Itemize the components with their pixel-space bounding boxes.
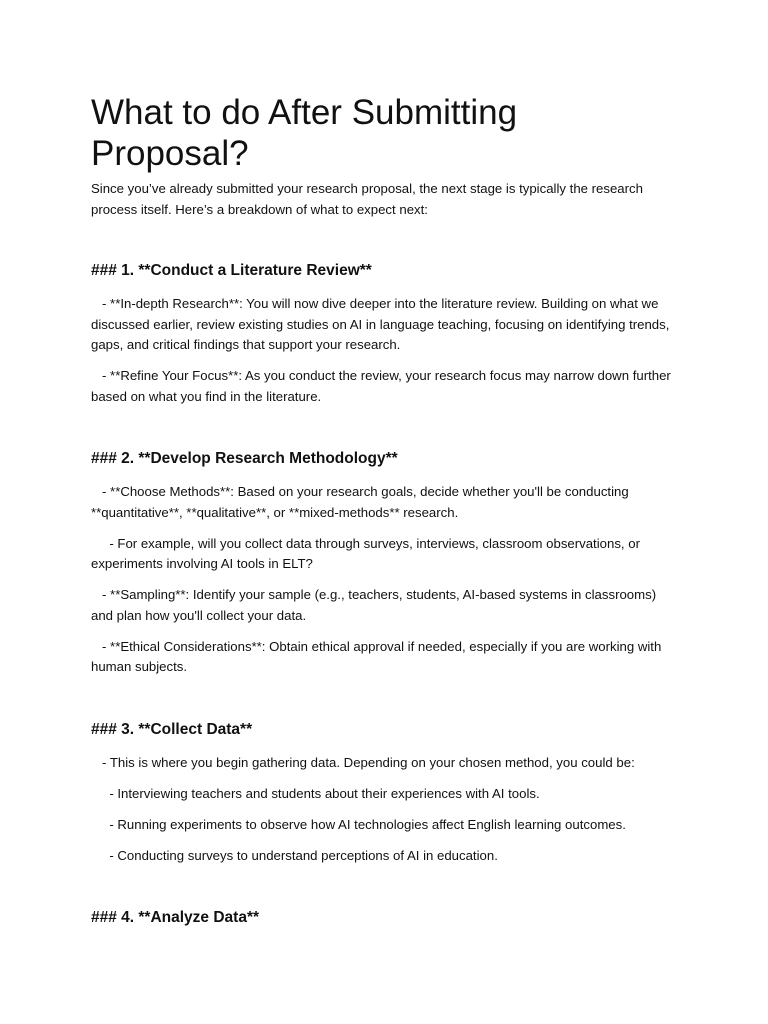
page-title: What to do After Submitting Proposal? (91, 93, 518, 173)
section-2-paragraph-4: - **Ethical Considerations**: Obtain ethical approval if needed, especially if you are working with human subjects. (91, 638, 665, 674)
section-heading-4: ### 4. **Analyze Data** (91, 909, 260, 926)
section-heading-1: ### 1. **Conduct a Literature Review** (91, 262, 372, 279)
section-2-paragraph-3: - **Sampling**: Identify your sample (e.g., teachers, students, AI-based systems in classrooms) and plan how you'll collect your data. (91, 587, 660, 623)
section-3-paragraph-4: - Conducting surveys to understand perceptions of AI in education. (91, 847, 498, 863)
section-heading-3: ### 3. **Collect Data** (91, 720, 253, 738)
section-2-paragraph-2: - For example, will you collect data through surveys, interviews, classroom observations, or experiments involving AI tools in ELT? (91, 535, 644, 571)
section-1-paragraph-1: - **In-depth Research**: You will now dive deeper into the literature review. Building on what we discussed earlier, review existing studies on AI in language teaching, focusing on identifying trends, gaps, and critical findings that support your research. (91, 296, 674, 352)
section-3-paragraph-3: - Running experiments to observe how AI technologies affect English learning outcomes. (91, 816, 626, 832)
document-page (91, 92, 681, 928)
section-heading-2: ### 2. **Develop Research Methodology** (91, 450, 398, 467)
section-1-paragraph-2: - **Refine Your Focus**: As you conduct the review, your research focus may narrow down further based on what you find in the literature. (91, 368, 675, 404)
section-3-paragraph-2: - Interviewing teachers and students about their experiences with AI tools. (91, 785, 540, 801)
intro-paragraph: Since you’ve already submitted your research proposal, the next stage is typically the research process itself. Here’s a breakdown of what to expect next: (91, 181, 647, 217)
section-3-paragraph-1: - This is where you begin gathering data. Depending on your chosen method, you could be: (91, 754, 635, 770)
section-2-paragraph-1: - **Choose Methods**: Based on your research goals, decide whether you'll be conducting **quantitative**, **qualitative**, or **mixed-methods** research. (91, 484, 633, 520)
